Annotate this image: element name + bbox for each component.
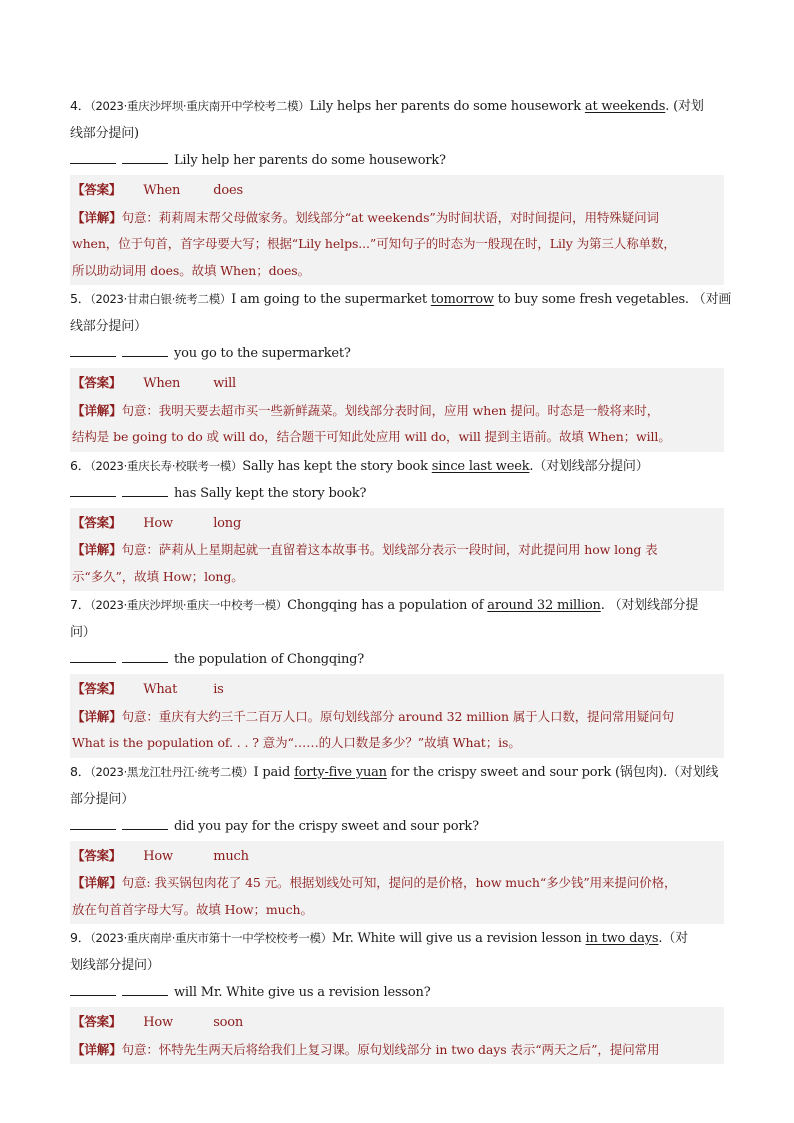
prompt-text: Lily helps her parents do some housework xyxy=(309,99,585,114)
fill-in-line xyxy=(70,340,724,367)
explanation-line xyxy=(72,1037,722,1064)
answer-label: 【答案】 xyxy=(72,182,122,197)
answer-blank-1[interactable] xyxy=(70,650,116,663)
question-prompt xyxy=(70,924,724,952)
underlined-phrase: around 32 million xyxy=(487,598,601,613)
answer-blank-1[interactable] xyxy=(70,484,116,497)
question-source: （2023·甘肃白银·统考二模） xyxy=(90,292,232,306)
answer-blank-2[interactable] xyxy=(122,151,168,164)
answer-line xyxy=(72,370,722,398)
explanation-text: 结构是 be going to do 或 will do，结合题干可知此处应用 will do，will 提到主语前。故填 When；will。 xyxy=(72,429,671,444)
answer-blank-1[interactable] xyxy=(70,151,116,164)
question-number: 4． xyxy=(70,98,91,113)
answer-word-2: much xyxy=(213,848,249,864)
explanation-text: 句意: 我买锅包肉花了 45 元。根据划线处可知，提问的是价格，how much“多少钱”用来提问价格， xyxy=(121,875,677,890)
fill-in-stem: Lily help her parents do some housework? xyxy=(174,153,446,168)
answer-blank-1[interactable] xyxy=(70,344,116,357)
prompt-continuation: 线部分提问） xyxy=(70,319,147,334)
question-number: 8． xyxy=(70,763,91,779)
answer-label: 【答案】 xyxy=(72,847,122,863)
fill-in-line xyxy=(70,646,724,673)
answer-word-1: How xyxy=(143,515,173,531)
prompt-text: Chongqing has a population of xyxy=(287,598,488,613)
answer-box xyxy=(70,841,724,925)
question-prompt xyxy=(70,92,724,120)
fill-in-stem: will Mr. White give us a revision lesson? xyxy=(174,985,431,1000)
prompt-continuation: 线部分提问) xyxy=(70,126,139,141)
question-source: （2023·重庆沙坪坝·重庆南开中学校考二模） xyxy=(90,99,310,113)
answer-box xyxy=(70,508,724,592)
question-list xyxy=(70,92,732,1064)
explanation-label: 【详解】 xyxy=(72,708,122,724)
underlined-phrase: forty-five yuan xyxy=(294,764,387,780)
prompt-instruction: .（对划线部分提问） xyxy=(529,458,649,474)
answer-word-1: What xyxy=(143,682,178,697)
explanation-text: What is the population of. . . ? 意为“……的人口数是多少？”故填 What；is。 xyxy=(72,735,521,750)
question-prompt xyxy=(70,285,732,313)
answer-label: 【答案】 xyxy=(72,1014,122,1029)
explanation-line xyxy=(72,704,722,731)
answer-word-2: does xyxy=(213,183,243,198)
explanation-line xyxy=(72,398,722,425)
answer-word-2: is xyxy=(213,682,224,697)
answer-blank-2[interactable] xyxy=(122,650,168,663)
explanation-line xyxy=(72,730,722,757)
answer-line xyxy=(72,177,722,205)
answer-box xyxy=(70,674,724,758)
answer-box xyxy=(70,1007,724,1064)
question-block xyxy=(70,758,724,925)
fill-in-line xyxy=(70,813,724,840)
answer-word-2: will xyxy=(213,376,237,391)
answer-line xyxy=(72,676,722,704)
explanation-line xyxy=(72,897,722,924)
explanation-label: 【详解】 xyxy=(72,402,122,418)
question-number: 9． xyxy=(70,930,91,945)
question-source: （2023·重庆沙坪坝·重庆一中校考一模） xyxy=(90,598,288,612)
answer-word-2: soon xyxy=(213,1015,244,1030)
answer-label: 【答案】 xyxy=(72,681,122,696)
fill-in-stem: did you pay for the crispy sweet and sour pork? xyxy=(174,818,479,834)
question-block xyxy=(70,285,732,452)
fill-in-line xyxy=(70,979,724,1006)
answer-word-1: When xyxy=(143,376,181,391)
question-block xyxy=(70,924,724,1064)
explanation-line xyxy=(72,258,722,285)
explanation-line xyxy=(72,870,722,897)
answer-blank-2[interactable] xyxy=(122,817,168,830)
prompt-continuation: 部分提问） xyxy=(70,791,135,807)
prompt-instruction: for the crispy sweet and sour pork (锅包肉).（对划线 xyxy=(386,764,719,780)
answer-box xyxy=(70,175,724,285)
underlined-phrase: in two days xyxy=(585,931,659,946)
answer-blank-2[interactable] xyxy=(122,484,168,497)
explanation-text: 所以助动词用 does。故填 When；does。 xyxy=(72,262,310,278)
explanation-label: 【详解】 xyxy=(72,209,122,225)
fill-in-stem: has Sally kept the story book? xyxy=(174,485,367,501)
question-prompt xyxy=(70,452,724,480)
explanation-text: 句意：重庆有大约三千二百万人口。原句划线部分 around 32 million 属于人口数，提问常用疑问句 xyxy=(121,708,674,724)
answer-label: 【答案】 xyxy=(72,514,122,530)
fill-in-line xyxy=(70,147,724,174)
explanation-text: when，位于句首，首字母要大写；根据“Lily helps...”可知句子的时态为一般现在时，Lily 为第三人称单数， xyxy=(72,236,676,251)
answer-word-1: When xyxy=(143,183,181,198)
answer-blank-2[interactable] xyxy=(122,344,168,357)
prompt-text: I paid xyxy=(253,764,295,780)
question-prompt xyxy=(70,591,724,619)
question-source: （2023·重庆长寿·校联考一模） xyxy=(90,458,243,473)
explanation-label: 【详解】 xyxy=(72,542,122,557)
prompt-instruction: . （对划线部分提 xyxy=(600,598,699,613)
underlined-phrase: tomorrow xyxy=(430,292,494,307)
explanation-text: 句意：怀特先生两天后将给我们上复习课。原句划线部分 in two days 表示“两天之后”，提问常用 xyxy=(121,1041,660,1057)
prompt-text: Sally has kept the story book xyxy=(242,458,432,474)
explanation-text: 句意：我明天要去超市买一些新鲜蔬菜。划线部分表时间，应用 when 提问。时态是一般将来时， xyxy=(121,402,660,418)
answer-word-2: long xyxy=(213,515,242,531)
answer-word-1: How xyxy=(143,1015,173,1030)
prompt-instruction: . (对划 xyxy=(665,99,704,114)
explanation-text: 句意：萨莉从上星期起就一直留着这本故事书。划线部分表示一段时间，对此提问用 how long 表 xyxy=(121,542,658,557)
underlined-phrase: at weekends xyxy=(584,99,666,114)
answer-line xyxy=(72,843,722,871)
explanation-text: 句意：莉莉周末帮父母做家务。划线部分“at weekends”为时间状语，对时间提问，用特殊疑问词 xyxy=(121,209,659,225)
question-number: 6． xyxy=(70,457,91,473)
question-source: （2023·黑龙江牡丹江·统考二模） xyxy=(90,764,254,779)
question-number: 7． xyxy=(70,597,91,612)
prompt-continuation: 划线部分提问） xyxy=(70,958,160,973)
fill-in-stem: you go to the supermarket? xyxy=(174,346,351,361)
explanation-line xyxy=(72,424,722,451)
prompt-instruction: .（对 xyxy=(658,931,688,946)
answer-blank-1[interactable] xyxy=(70,983,116,996)
answer-box xyxy=(70,368,724,452)
prompt-instruction: to buy some fresh vegetables. （对画 xyxy=(493,292,732,307)
prompt-continuation: 问） xyxy=(70,625,96,640)
question-number: 5． xyxy=(70,291,91,306)
explanation-line xyxy=(72,564,722,591)
answer-line xyxy=(72,510,722,538)
fill-in-line xyxy=(70,480,724,507)
answer-label: 【答案】 xyxy=(72,375,122,390)
explanation-line xyxy=(72,231,722,258)
prompt-text: Mr. White will give us a revision lesson xyxy=(331,931,586,946)
explanation-label: 【详解】 xyxy=(72,875,122,890)
question-source: （2023·重庆南岸·重庆市第十一中学校校考一模） xyxy=(90,931,332,945)
prompt-text: I am going to the supermarket xyxy=(231,292,431,307)
question-block xyxy=(70,591,724,758)
answer-blank-1[interactable] xyxy=(70,817,116,830)
question-prompt xyxy=(70,758,724,786)
underlined-phrase: since last week xyxy=(431,458,530,474)
explanation-line xyxy=(72,205,722,232)
question-block xyxy=(70,452,724,592)
question-block xyxy=(70,92,724,285)
explanation-text: 放在句首首字母大写。故填 How；much。 xyxy=(72,901,313,917)
answer-word-1: How xyxy=(143,848,173,864)
explanation-text: 示“多久”，故填 How；long。 xyxy=(72,568,244,584)
fill-in-stem: the population of Chongqing? xyxy=(174,652,365,667)
explanation-label: 【详解】 xyxy=(72,1041,122,1057)
answer-blank-2[interactable] xyxy=(122,983,168,996)
explanation-line xyxy=(72,537,722,564)
answer-line xyxy=(72,1009,722,1037)
